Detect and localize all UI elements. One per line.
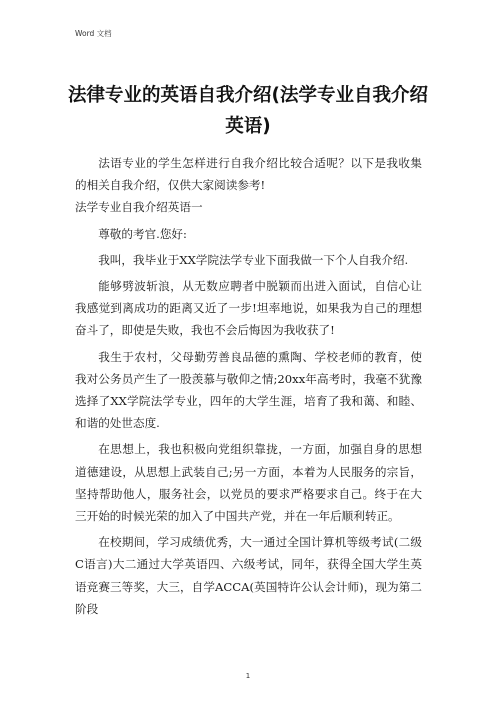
- page-number: 1: [245, 672, 251, 680]
- body-paragraph: 我叫，我毕业于XX学院法学专业下面我做一下个人自我介绍.: [98, 252, 409, 267]
- body-paragraph: 我生于农村，父母勤劳善良品德的熏陶、学校老师的教育，使我对公务员产生了一股羡慕与敬仰之情;20xx年高考时，我毫不犹豫选择了XX学院法学专业，四年的大学生涯，培育了我和蔼、和睦、和谐的处世态度.: [75, 349, 422, 431]
- intro-paragraph: 法语专业的学生怎样进行自我介绍比较合适呢？以下是我收集的相关自我介绍，仅供大家阅读参考!: [75, 156, 422, 193]
- document-title: 法律专业的英语自我介绍(法学专业自我介绍英语): [68, 85, 428, 137]
- page-header-label: Word 文档: [75, 29, 112, 38]
- document-body: [75, 152, 422, 620]
- body-paragraph: 在校期间，学习成绩优秀，大一通过全国计算机等级考试(二级C语言)大二通过大学英语四、六级考试，同年，获得全国大学生英语竞赛三等奖，大三，自学ACCA(英国特许公认会计师)，现为第二阶段: [75, 535, 422, 616]
- body-paragraph: 能够劈波斩浪，从无数应聘者中脱颖而出进入面试，自信心让我感觉到离成功的距离又近了一步!坦率地说，如果我为自己的理想奋斗了，即使是失败，我也不会后悔因为我收获了!: [75, 279, 422, 338]
- salutation-paragraph: 尊敬的考官.您好:: [98, 226, 187, 241]
- body-paragraph: 在思想上，我也积极向党组织靠拢，一方面，加强自身的思想道德建设，从思想上武装自己;另一方面，本着为人民服务的宗旨，坚持帮助他人，服务社会，以党员的要求严格要求自己。终于在大三开始的时候光荣的加入了中国共产党，并在一年后顺利转正。: [75, 442, 422, 524]
- section-heading: 法学专业自我介绍英语一: [75, 200, 203, 215]
